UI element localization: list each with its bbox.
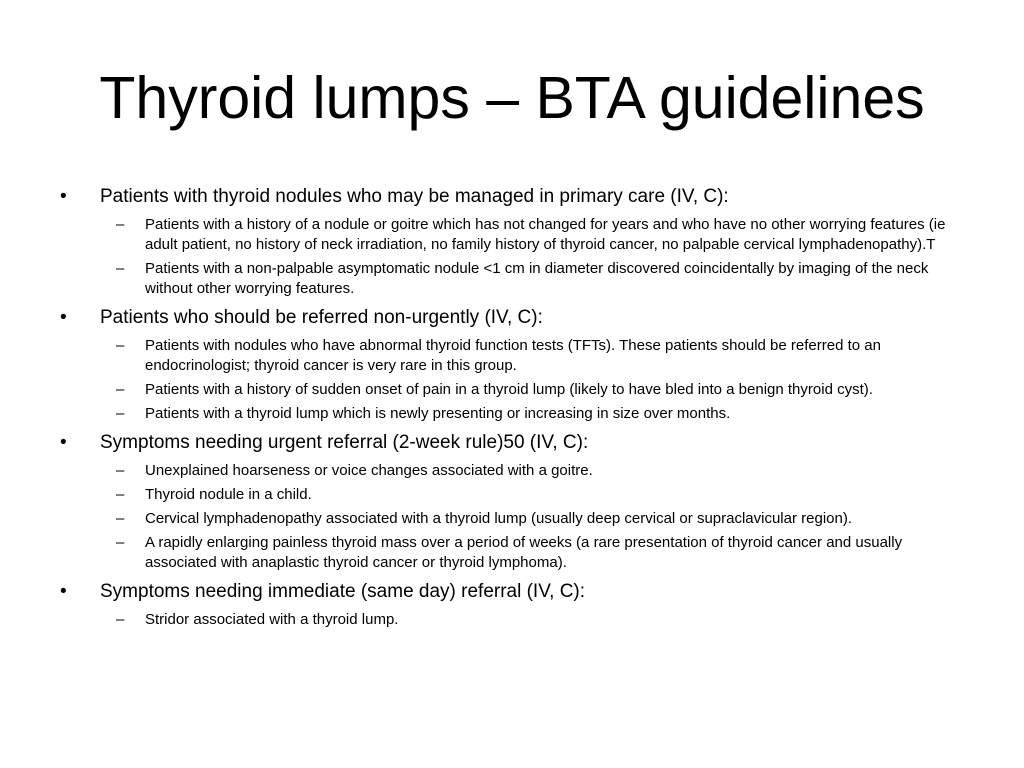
slide-title: Thyroid lumps – BTA guidelines xyxy=(99,65,925,131)
sub-item xyxy=(100,404,970,424)
sub-list xyxy=(100,461,970,573)
sub-text: Cervical lymphadenopathy associated with a thyroid lump (usually deep cervical or supraclavicular region). xyxy=(145,510,853,527)
sub-text: A rapidly enlarging painless thyroid mass over a period of weeks (a rare presentation of thyroid cancer and usually associated with anaplastic thyroid cancer or thyroid lymphoma). xyxy=(145,534,903,571)
bullet-marker: • xyxy=(60,307,67,328)
sub-marker: – xyxy=(116,611,125,628)
bullet-text: Patients with thyroid nodules who may be managed in primary care (IV, C): xyxy=(100,186,729,207)
bullet-item xyxy=(60,304,970,424)
sub-item xyxy=(100,610,970,630)
sub-list xyxy=(100,215,970,299)
sub-item xyxy=(100,380,970,400)
sub-item xyxy=(100,336,970,376)
bullet-marker: • xyxy=(60,581,67,602)
bullet-marker: • xyxy=(60,186,67,207)
sub-marker: – xyxy=(116,381,125,398)
bullet-text: Patients who should be referred non-urgently (IV, C): xyxy=(100,307,543,328)
sub-marker: – xyxy=(116,216,125,233)
sub-marker: – xyxy=(116,337,125,354)
sub-marker: – xyxy=(116,486,125,503)
sub-item xyxy=(100,461,970,481)
sub-marker: – xyxy=(116,260,125,277)
sub-marker: – xyxy=(116,462,125,479)
sub-item xyxy=(100,259,970,299)
bullet-item xyxy=(60,578,970,630)
sub-text: Patients with a thyroid lump which is newly presenting or increasing in size over months. xyxy=(145,405,731,422)
sub-text: Unexplained hoarseness or voice changes associated with a goitre. xyxy=(145,462,593,479)
sub-item xyxy=(100,533,970,573)
sub-list xyxy=(100,336,970,424)
sub-text: Patients with a history of a nodule or goitre which has not changed for years and who have no other worrying features (ie adult patient, no history of neck irradiation, no family history of thyroid cancer, no palpable cervical lymphadenopathy).T xyxy=(145,216,946,253)
bullet-text: Symptoms needing immediate (same day) referral (IV, C): xyxy=(100,581,586,602)
bullet-text: Symptoms needing urgent referral (2-week rule)50 (IV, C): xyxy=(100,432,589,453)
sub-marker: – xyxy=(116,405,125,422)
sub-item xyxy=(100,485,970,505)
bullet-marker: • xyxy=(60,432,67,453)
sub-text: Patients with nodules who have abnormal thyroid function tests (TFTs). These patients should be referred to an endocrinologist; thyroid cancer is very rare in this group. xyxy=(145,337,881,374)
sub-item xyxy=(100,509,970,529)
bullet-item xyxy=(60,183,970,299)
sub-marker: – xyxy=(116,510,125,527)
sub-text: Thyroid nodule in a child. xyxy=(145,486,312,503)
bullet-item xyxy=(60,429,970,573)
bullet-list xyxy=(60,183,970,635)
sub-text: Patients with a history of sudden onset of pain in a thyroid lump (likely to have bled into a benign thyroid cyst). xyxy=(145,381,873,398)
sub-marker: – xyxy=(116,534,125,551)
sub-text: Stridor associated with a thyroid lump. xyxy=(145,611,399,628)
sub-item xyxy=(100,215,970,255)
sub-list xyxy=(100,610,970,630)
sub-text: Patients with a non-palpable asymptomatic nodule <1 cm in diameter discovered coincidentally by imaging of the neck without other worrying features. xyxy=(145,260,929,297)
